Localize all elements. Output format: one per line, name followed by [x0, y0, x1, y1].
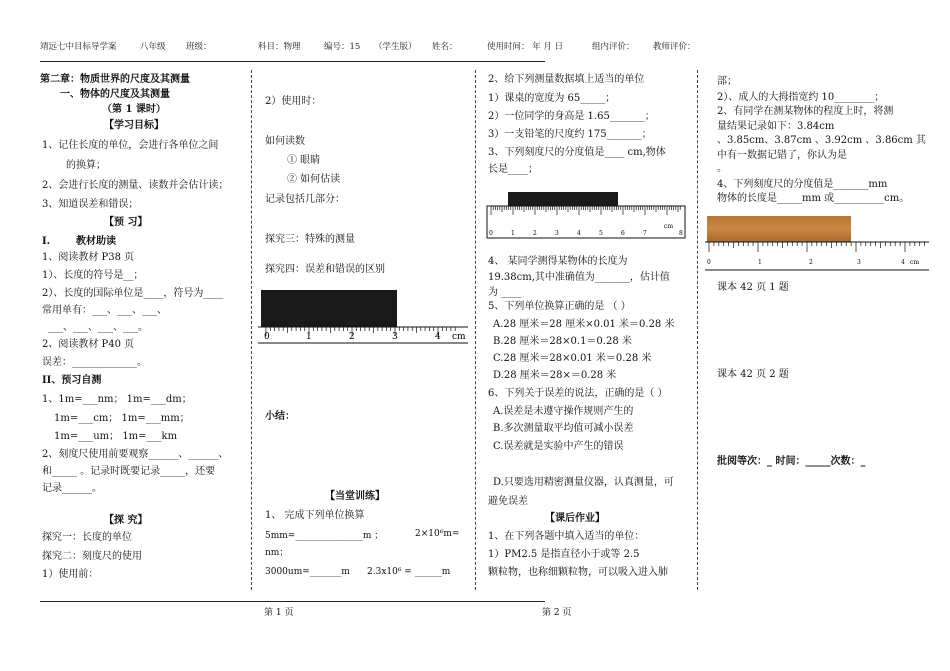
textbook-q2: 课本 42 页 2 题 — [717, 369, 789, 380]
header-rule — [40, 61, 545, 62]
column-divider — [697, 70, 698, 590]
tick-label: 0 — [707, 259, 711, 266]
homework-4b: 物体的长度是_____mm 或__________cm。 — [717, 193, 910, 204]
homework-2b: 量结果记录如下：3.84cm — [717, 121, 835, 132]
section-title: 一、物体的尺度及其测量 — [60, 89, 170, 100]
tick-label: 1 — [511, 230, 515, 237]
homework-4: 4、下列刻度尺的分度值是_______mm — [717, 179, 888, 190]
objective-3: 3、知道误差和错误； — [42, 199, 139, 210]
tick-label: 3 — [555, 230, 559, 237]
header-subject: 科目：物理 — [258, 42, 301, 52]
unit-label: cm — [664, 223, 674, 230]
tick-label: 4 — [435, 332, 441, 342]
practice-5: 5、下列单位换算正确的是 （ ） — [488, 301, 631, 312]
column-divider — [251, 70, 252, 590]
page-number-1: 第 1 页 — [264, 608, 294, 618]
homework-2d: 中有一数据记错了，你认为是 — [717, 150, 847, 161]
explore-2-before: 1）使用前： — [42, 569, 99, 580]
homework-heading: 【课后作业】 — [545, 513, 605, 524]
homework-1-1c: 部； — [717, 76, 737, 87]
tick-label: 4 — [577, 230, 581, 237]
tick-label: 6 — [621, 230, 625, 237]
convert-2-3e6: 2.3x10⁶ = ______m — [367, 567, 451, 577]
header-group-eval: 组内评价： — [592, 42, 635, 52]
objective-1-cont: 的换算； — [66, 160, 106, 171]
header-teacher-eval: 教师评价： — [653, 42, 696, 52]
option-6c: C.误差就是实验中产生的错误 — [493, 441, 624, 452]
header-time: 使用时间： 年 月 日 — [487, 42, 564, 52]
homework-1-1: 1）PM2.5 是指直径小于或等 2.5 — [488, 549, 640, 560]
read-estimate: ② 如何估读 — [287, 174, 341, 185]
practice-4: 4、 某同学测得某物体的长度为 — [488, 256, 628, 267]
header-grade: 八年级 — [140, 42, 166, 52]
header-name: 姓名： — [432, 42, 458, 52]
error-definition: 误差：_____________。 — [42, 357, 147, 368]
explore-2: 探究二：刻度尺的使用 — [42, 551, 142, 562]
preview-q2-units: 常用单有：___、___、___、 — [42, 305, 167, 316]
header-school: 靖远七中目标导学案 — [40, 42, 117, 52]
record-parts: 记录包括几部分： — [265, 194, 345, 205]
part-i-label: I. — [42, 236, 51, 247]
tick-label: 4 — [901, 259, 905, 266]
self-test-1c: 1m=___um； 1m=___km — [54, 431, 178, 442]
option-5c: C.28 厘米＝28×0.01 米＝0.28 米 — [493, 353, 652, 364]
practice-3b: 长是____； — [488, 164, 538, 175]
ruler-figure-3 — [705, 214, 931, 272]
summary-label: 小结： — [265, 411, 295, 422]
tick-label: 2 — [809, 259, 813, 266]
homework-2c: 、3.85cm、3.87cm 、3.92cm 、3.86cm 其 — [717, 135, 926, 146]
practice-1: 1、 完成下列单位换算 — [265, 510, 365, 521]
read-eye: ① 眼睛 — [287, 155, 321, 166]
explore-4: 探究四：误差和错误的区别 — [265, 264, 385, 275]
objective-2: 2、会进行长度的测量、读数并会估计读； — [42, 180, 229, 191]
lesson-number: （第 1 课时） — [102, 104, 166, 115]
self-test-2c: 记录______。 — [42, 483, 102, 494]
tick-label: 5 — [599, 230, 603, 237]
objective-1: 1、记住长度的单位，会进行各单位之间 — [42, 140, 219, 151]
explore-heading: 【探 究】 — [104, 515, 148, 526]
practice-2-1: 1）课桌的宽度为 65_____； — [488, 93, 616, 104]
preview-q2: 2）、长度的国际单位是____，符号为____ — [42, 288, 224, 299]
homework-2: 2、有同学在测某物体的程度上时，将测 — [717, 106, 894, 117]
unit-label: cm — [452, 332, 466, 342]
practice-2-3: 3）一支铅笔的尺度约 175_______； — [488, 129, 652, 140]
self-test-2: 2、刻度尺使用前要观察______、______、 — [42, 449, 229, 460]
wooden-block — [707, 216, 851, 242]
tick-label: 0 — [489, 230, 493, 237]
convert-5mm: 5mm=_______________m ； — [265, 531, 384, 541]
read-p38: 1、阅读教材 P38 页 — [42, 252, 135, 263]
read-p40: 2、阅读教材 P40 页 — [42, 339, 135, 350]
self-test-1: 1、1m=___nm； 1m=___dm； — [42, 394, 192, 405]
option-5a: A.28 厘米＝28 厘米×0.01 米＝0.28 米 — [493, 319, 675, 330]
objectives-heading: 【学习目标】 — [104, 120, 164, 131]
chapter-title: 第二章：物质世界的尺度及其测量 — [40, 74, 190, 85]
convert-2e6m: 2×10⁶m= — [415, 529, 460, 539]
tick-label: 0 — [264, 332, 270, 342]
how-to-read: 如何读数 — [265, 136, 305, 147]
tick-label: 2 — [349, 332, 355, 342]
homework-2e: 。 — [717, 163, 727, 174]
header-number: 编号：15 — [324, 42, 361, 52]
explore-2-during: 2）使用时： — [265, 96, 322, 107]
explore-1: 探究一：长度的单位 — [42, 532, 132, 543]
tick-label: 7 — [643, 230, 647, 237]
convert-nm: nm； — [265, 548, 289, 558]
tick-label: 3 — [857, 259, 861, 266]
textbook-q1: 课本 42 页 1 题 — [717, 282, 789, 293]
tick-label: 1 — [306, 332, 312, 342]
review-record: 批阅等次：_ 时间：_____次数：_ — [717, 456, 866, 467]
measured-object — [508, 192, 618, 206]
option-5d: D.28 厘米＝28×＝0.28 米 — [493, 370, 617, 381]
page-number-2: 第 2 页 — [542, 608, 572, 618]
homework-1: 1、在下列各题中填入适当的单位： — [488, 531, 645, 542]
practice-2-2: 2）一位同学的身高是 1.65_______； — [488, 111, 655, 122]
option-6a: A.误差是未遵守操作规则产生的 — [493, 406, 634, 417]
part-ii-title: II、预习自测 — [42, 375, 102, 386]
preview-heading: 【预 习】 — [104, 217, 148, 228]
homework-1-2: 2）、成人的大拇指宽约 10________； — [717, 92, 885, 103]
ruler-figure-2 — [486, 192, 688, 240]
self-test-1b: 1m=___cm； 1m=___mm； — [54, 413, 190, 424]
option-6b: B.多次测量取平均值可减小误差 — [493, 423, 634, 434]
explore-3: 探究三：特殊的测量 — [265, 234, 355, 245]
tick-label: 8 — [679, 230, 683, 237]
column-divider — [475, 70, 476, 590]
preview-q1: 1）、长度的符号是__； — [42, 270, 144, 281]
homework-1-1b: 颗粒物，也称细颗粒物，可以吸入进入肺 — [488, 567, 668, 578]
tick-label: 2 — [533, 230, 537, 237]
unit-label: cm — [910, 259, 920, 266]
convert-3000um: 3000um=_______m — [265, 567, 350, 577]
practice-2: 2、给下列测量数据填上适当的单位 — [488, 74, 645, 85]
measured-object — [261, 290, 397, 327]
preview-q2-units-cont: ___、___、___、___。 — [48, 322, 148, 333]
practice-heading: 【当堂训练】 — [325, 491, 385, 502]
option-6d: D.只要选用精密测量仪器，认真测量，可 — [493, 477, 674, 488]
footer-rule — [40, 601, 545, 602]
tick-label: 1 — [758, 259, 762, 266]
practice-4b: 19.38cm,其中准确值为_______，估计值 — [488, 272, 670, 283]
option-6d-cont: 避免误差 — [488, 496, 528, 507]
header-version: （学生版） — [374, 42, 417, 52]
option-5b: B.28 厘米＝28×0.1＝0.28 米 — [493, 336, 632, 347]
ruler-figure-1 — [258, 285, 470, 345]
practice-3: 3、下列刻度尺的分度值是____ cm,物体 — [488, 147, 666, 158]
tick-label: 3 — [392, 332, 398, 342]
practice-6: 6、下列关于误差的说法，正确的是（ ） — [488, 388, 668, 399]
practice-4c: 为 ____ — [488, 287, 522, 298]
self-test-2b: 和_____ 。记录时既要记录_____，还要 — [42, 466, 216, 477]
part-i-title: 教材助读 — [76, 236, 116, 247]
header-class: 班级： — [186, 42, 212, 52]
